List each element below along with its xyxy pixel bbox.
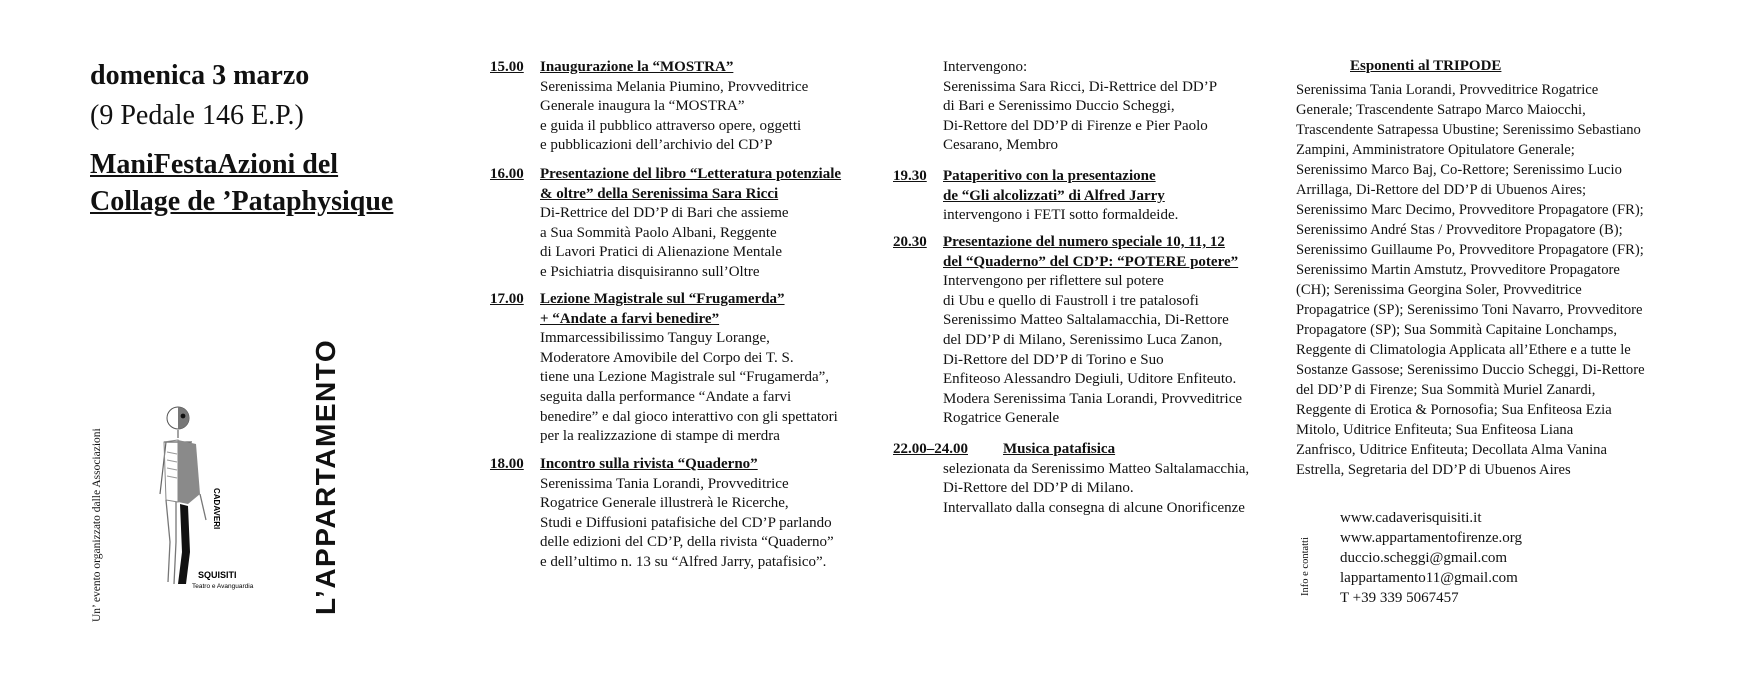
event-title: Presentazione del libro “Letteratura potenziale [540, 166, 842, 182]
title-line-1: ManiFestaAzioni del [90, 149, 339, 180]
intro-text: Intervengono: [943, 59, 1028, 75]
phone-number: T +39 339 5067457 [1340, 590, 1459, 606]
event-text: Di-Rettore del DD’P di Milano. [943, 480, 1134, 497]
event-text: Modera Serenissima Tania Lorandi, Provveditrice [943, 390, 1243, 407]
event-title: Lezione Magistrale sul “Frugamerda” [540, 291, 785, 307]
event-text: benedire” e dal gioco interattivo con gli spettatori [540, 408, 838, 425]
event-text: di Lavori Pratici di Alienazione Mentale [540, 244, 783, 261]
contacts-list [1340, 508, 1522, 608]
event-item [490, 165, 841, 283]
event-text: tiene una Lezione Magistrale sul “Frugamerda”, [540, 369, 830, 386]
event-time: 17.00 [490, 291, 524, 307]
event-text: seguita dalla performance “Andate a farvi [540, 388, 792, 405]
event-item [490, 455, 834, 573]
event-text: a Sua Sommità Paolo Albani, Reggente [540, 224, 777, 241]
intro-text: di Bari e Serenissimo Duccio Scheggi, [943, 98, 1175, 115]
intro-text: Serenissima Sara Ricci, Di-Rettrice del DD’P [943, 78, 1218, 95]
event-time: 19.30 [893, 168, 927, 184]
email-link[interactable]: duccio.scheggi@gmail.com [1340, 550, 1508, 566]
event-time: 15.00 [490, 59, 524, 75]
logo-text-cadaveri: CADAVERI [212, 488, 221, 530]
event-title-cont: del “Quaderno” del CD’P: “POTERE potere” [943, 253, 1239, 270]
event-text: Intervallato dalla consegna di alcune Onorificenze [943, 499, 1245, 516]
email-link[interactable]: lappartamento11@gmail.com [1340, 570, 1518, 586]
event-text: Generale inaugura la “MOSTRA” [540, 98, 745, 115]
event-item [893, 167, 1178, 226]
intro-text: Cesarano, Membro [943, 137, 1058, 154]
event-title: Musica patafisica [1003, 441, 1116, 457]
event-text: di Ubu e quello di Faustroll i tre patalosofi [943, 292, 1199, 309]
organizer-note: Un’ evento organizzato dalle Associazioni [91, 428, 103, 622]
event-pataphysical-date: (9 Pedale 146 E.P.) [90, 100, 304, 131]
tripode-heading: Esponenti al TRIPODE [1350, 58, 1502, 74]
tripode-line: Propagatrice (SP); Serenissimo Toni Navarro, Provveditore [1296, 302, 1643, 318]
tripode-line: Serenissimo Marc Decimo, Provveditore Propagatore (FR); [1296, 202, 1644, 218]
event-text: Serenissima Tania Lorandi, Provveditrice [540, 475, 789, 492]
event-text: e pubblicazioni dell’archivio del CD’P [540, 137, 773, 154]
tripode-line: Arrillaga, Di-Rettore del DD’P di Ubuenos Aires; [1296, 182, 1587, 198]
tripode-line: Serenissimo Martin Amstutz, Provveditore Propagatore [1296, 262, 1620, 278]
tripode-line: Trascendente Satrapessa Ubustine; Serenissimo Sebastiano [1296, 122, 1641, 138]
event-text: Intervengono per riflettere sul potere [943, 273, 1164, 290]
event-title: Presentazione del numero speciale 10, 11, 12 [943, 234, 1225, 250]
event-text: selezionata da Serenissimo Matteo Saltalamacchia, [943, 460, 1250, 477]
tripode-line: Zanfrisco, Uditrice Enfiteuta; Decollata Alma Vanina [1296, 442, 1607, 458]
logo-text-squisiti: SQUISITI [198, 570, 237, 580]
event-time: 20.30 [893, 234, 927, 250]
website-link[interactable]: www.appartamentofirenze.org [1340, 530, 1523, 546]
tripode-line: (CH); Serenissima Georgina Soler, Provveditrice [1296, 282, 1582, 298]
event-text: Enfiteoso Alessandro Degiuli, Uditore Enfiteuto. [943, 371, 1237, 388]
tripode-line: Propagatore (SP); Sua Sommità Capitaine Lonchamps, [1296, 322, 1618, 338]
event-text: Serenissimo Matteo Saltalamacchia, Di-Rettore [943, 312, 1229, 329]
tripode-line: Reggente di Erotica & Pornosofia; Sua Enfiteosa Ezia [1296, 402, 1612, 418]
speakers-intro [943, 58, 1217, 156]
event-item [490, 290, 838, 447]
event-title-cont: de “Gli alcolizzati” di Alfred Jarry [943, 187, 1165, 204]
event-title-cont: & oltre” della Serenissima Sara Ricci [540, 185, 779, 202]
logo-text-subtitle: Teatro e Avanguardia [192, 583, 254, 590]
event-date: domenica 3 marzo [90, 60, 310, 91]
event-text: e Psichiatria disquisiranno sull’Oltre [540, 263, 760, 280]
appartamento-logo: L’APPARTAMENTO [310, 338, 341, 615]
page-title [90, 146, 393, 220]
tripode-line: Serenissimo André Stas / Provveditore Propagatore (B); [1296, 222, 1623, 238]
event-text: Di-Rettrice del DD’P di Bari che assieme [540, 205, 789, 222]
event-text: Studi e Diffusioni patafisiche del CD’P parlando [540, 514, 832, 531]
event-text: Di-Rettore del DD’P di Torino e Suo [943, 351, 1164, 368]
tripode-line: Zampini, Amministratore Opitulatore Generale; [1296, 142, 1575, 158]
website-link[interactable]: www.cadaverisquisiti.it [1340, 510, 1482, 526]
intro-text: Di-Rettore del DD’P di Firenze e Pier Paolo [943, 117, 1208, 134]
event-text: del DD’P di Milano, Serenissimo Luca Zanon, [943, 331, 1223, 348]
event-time: 22.00–24.00 [893, 441, 968, 457]
event-time: 18.00 [490, 456, 524, 472]
tripode-line: Mitolo, Uditrice Enfiteuta; Sua Enfiteosa Liana [1296, 422, 1574, 438]
event-title: Incontro sulla rivista “Quaderno” [540, 456, 758, 472]
event-text: Serenissima Melania Piumino, Provveditrice [540, 78, 809, 95]
tripode-list [1296, 80, 1645, 480]
event-item [490, 58, 808, 156]
info-contacts-label: Info e contatti [1300, 537, 1311, 596]
event-title: Inaugurazione la “MOSTRA” [540, 59, 734, 75]
tripode-line: Estrella, Segretaria del DD’P di Ubuenos Aires [1296, 462, 1571, 478]
event-title: Pataperitivo con la presentazione [943, 168, 1156, 184]
event-text: Immarcessibilissimo Tanguy Lorange, [540, 330, 770, 347]
event-text: Moderatore Amovibile del Corpo dei T. S. [540, 349, 794, 366]
event-time: 16.00 [490, 166, 524, 182]
event-text: Rogatrice Generale [943, 410, 1060, 427]
event-text: delle edizioni del CD’P, della rivista “Quaderno” [540, 534, 834, 551]
tripode-line: Serenissima Tania Lorandi, Provveditrice Rogatrice [1296, 82, 1599, 98]
event-text: e dell’ultimo n. 13 su “Alfred Jarry, patafisico”. [540, 553, 827, 570]
event-title-cont: + “Andate a farvi benedire” [540, 310, 720, 327]
cadaveri-squisiti-logo [140, 402, 260, 592]
event-text: Rogatrice Generale illustrerà le Ricerche, [540, 495, 789, 512]
event-item [893, 440, 1249, 518]
tripode-line: Reggente di Climatologia Applicata all’Ethere e a tutte le [1296, 342, 1631, 358]
event-text: per la realizzazione di stampe di merdra [540, 428, 780, 445]
tripode-line: Serenissimo Marco Baj, Co-Rettore; Serenissimo Lucio [1296, 162, 1622, 178]
event-item [893, 233, 1242, 429]
tripode-line: Sostanze Gassose; Serenissimo Duccio Scheggi, Di-Rettore [1296, 362, 1645, 378]
tripode-line: Generale; Trascendente Satrapo Marco Maiocchi, [1296, 102, 1586, 118]
title-line-2: Collage de ’Pataphysique [90, 186, 394, 217]
tripode-line: Serenissimo Guillaume Po, Provveditore Propagatore (FR); [1296, 242, 1644, 258]
event-text: intervengono i FETI sotto formaldeide. [943, 207, 1179, 224]
tripode-line: del DD’P di Firenze; Sua Sommità Muriel Zanardi, [1296, 382, 1596, 398]
event-text: e guida il pubblico attraverso opere, oggetti [540, 117, 802, 134]
